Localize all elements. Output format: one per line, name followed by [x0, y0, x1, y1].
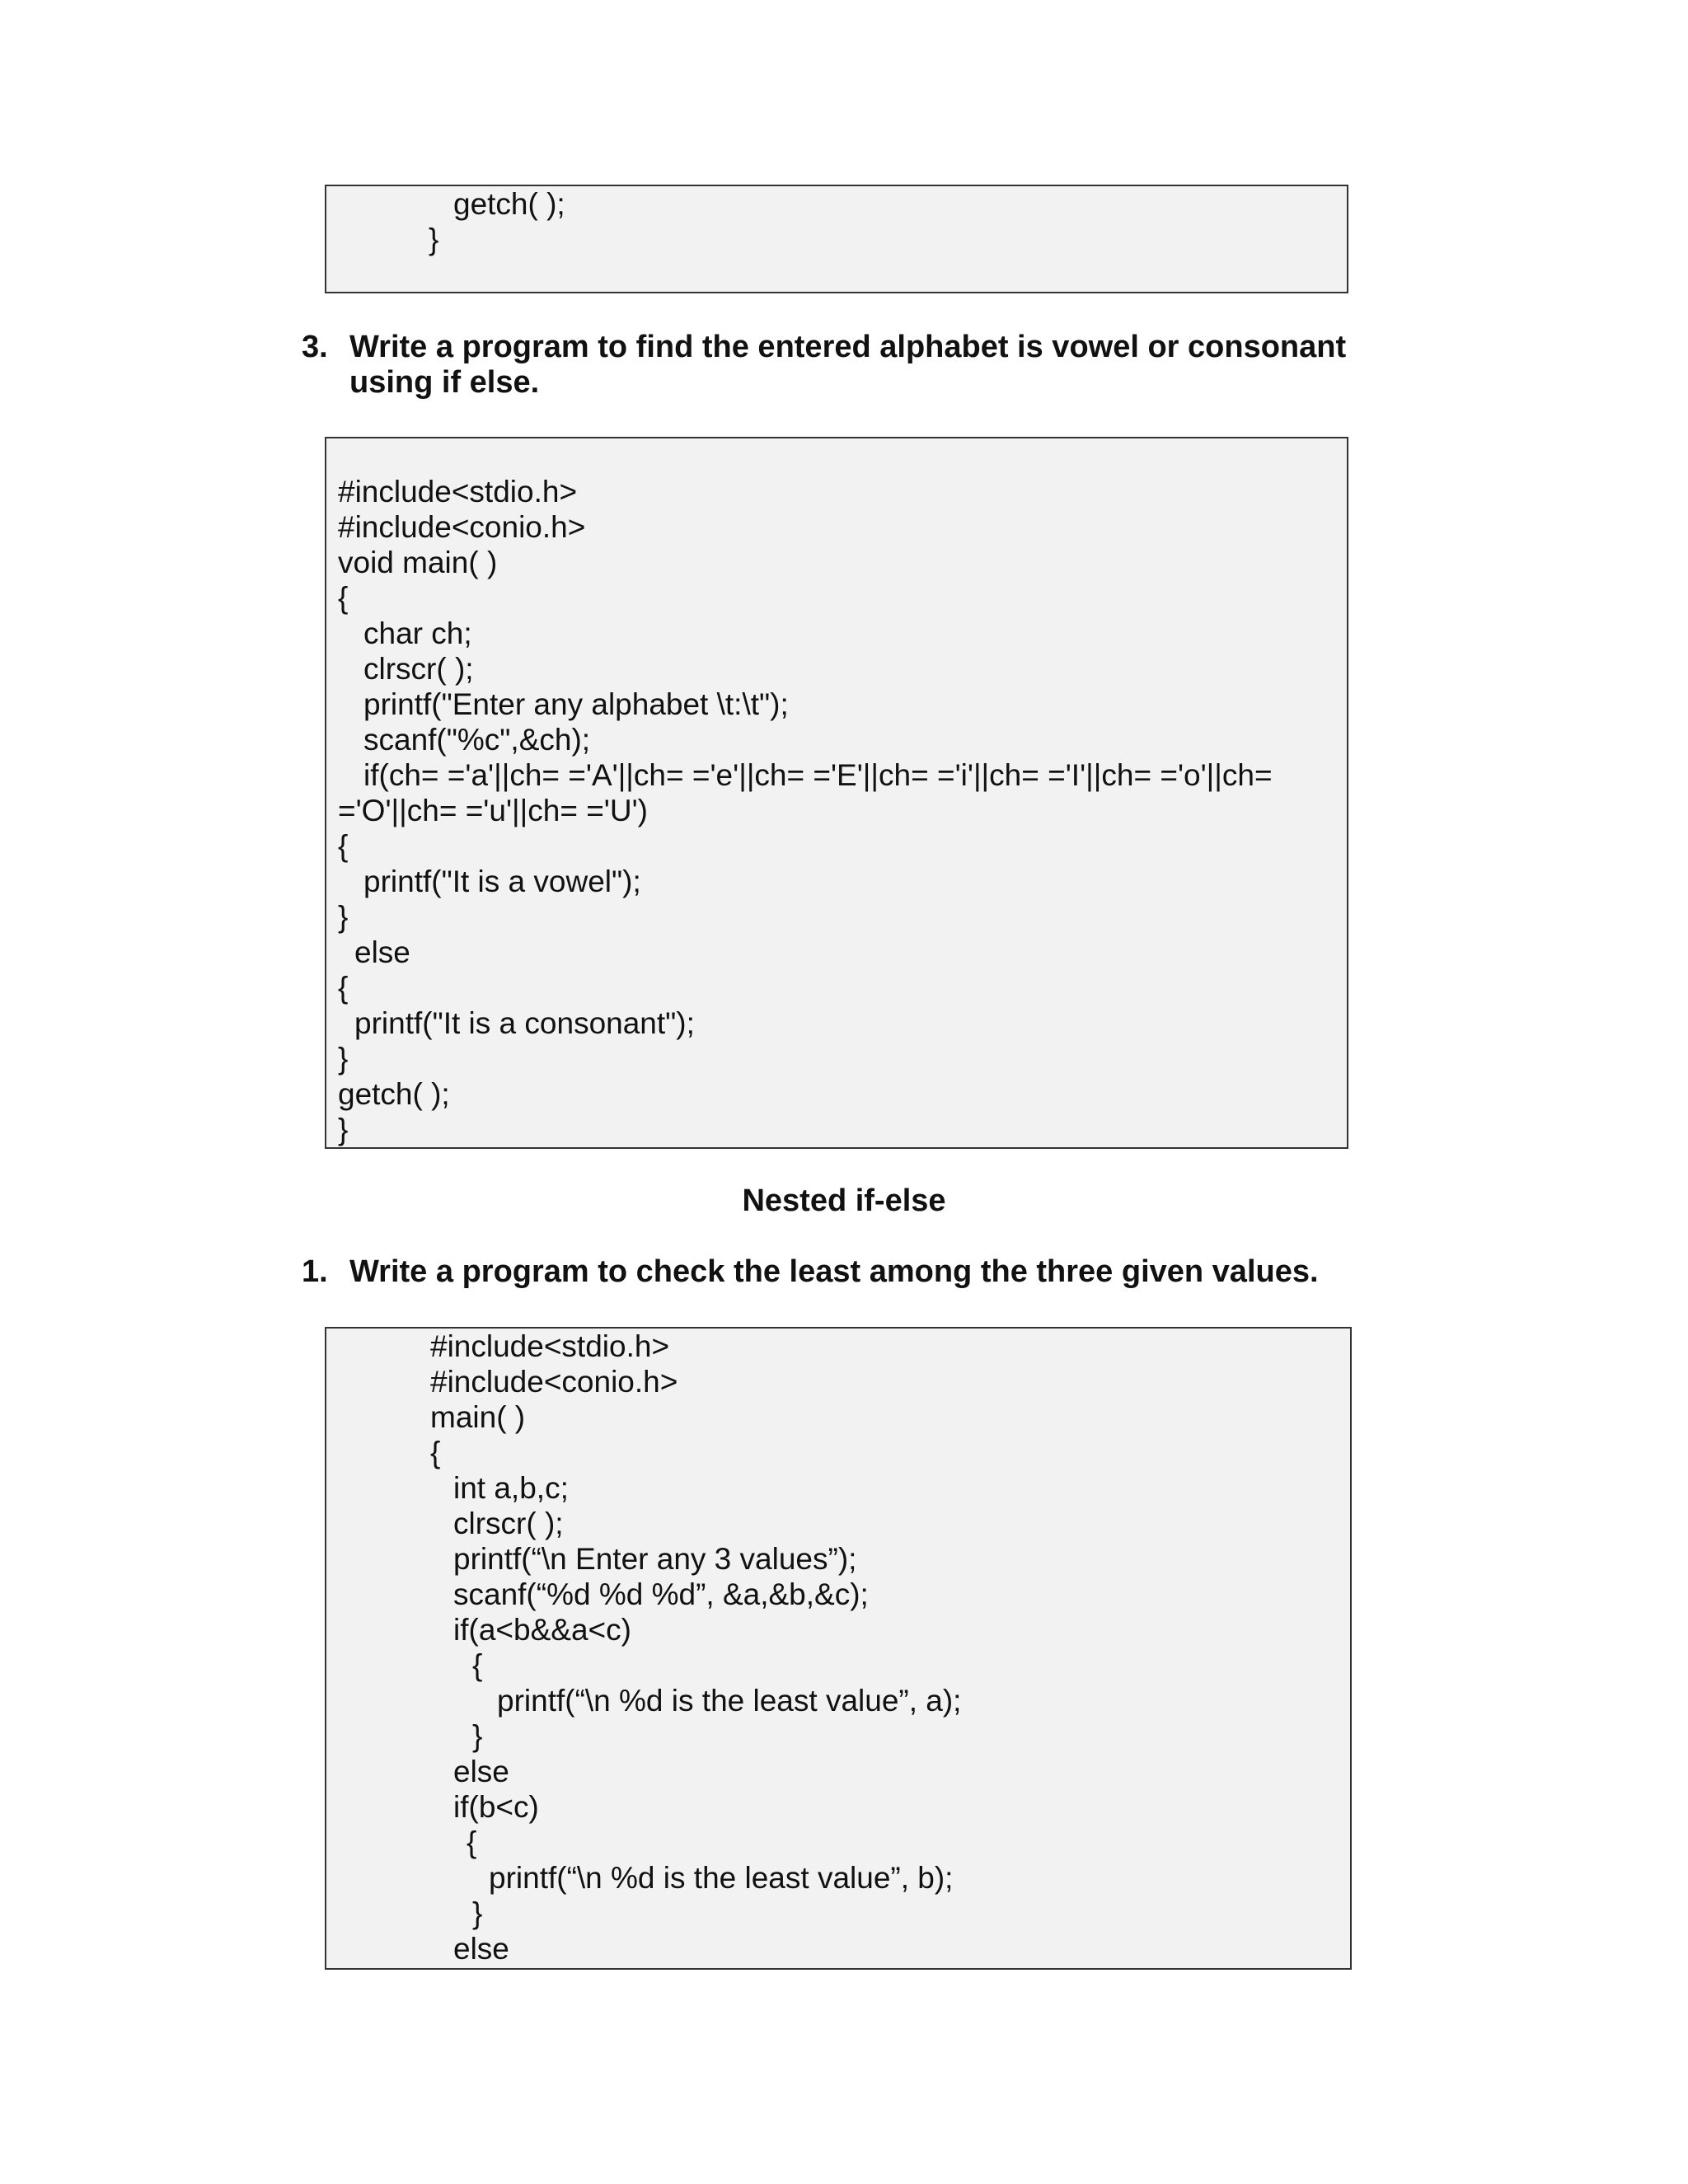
- code-line: printf(“\n %d is the least value”, b);: [489, 1861, 954, 1895]
- code-line: scanf(“%d %d %d”, &a,&b,&c);: [453, 1577, 869, 1611]
- code-line: getch( );: [338, 1077, 450, 1111]
- code-line: #include<conio.h>: [338, 510, 586, 544]
- code-line: clrscr( );: [453, 1507, 564, 1540]
- code-line: char ch;: [363, 616, 472, 650]
- question-text: Write a program to find the entered alphabet is vowel or consonant: [349, 330, 1347, 364]
- code-line: }: [338, 1042, 349, 1076]
- code-line: {: [338, 971, 349, 1005]
- code-line: else: [453, 1755, 509, 1788]
- code-line: else: [354, 935, 410, 969]
- code-line: printf(“\n %d is the least value”, a);: [497, 1684, 962, 1718]
- question-text: Write a program to check the least among the three given values.: [349, 1254, 1319, 1289]
- code-line: int a,b,c;: [453, 1471, 569, 1505]
- code-line: }: [338, 1113, 349, 1146]
- question-number: 1.: [302, 1254, 328, 1289]
- code-line: ='O'||ch= ='u'||ch= ='U'): [338, 794, 648, 827]
- code-line: else: [453, 1932, 509, 1966]
- code-line: printf("It is a vowel");: [363, 865, 641, 898]
- question-number: 3.: [302, 330, 328, 364]
- code-line: clrscr( );: [363, 652, 474, 686]
- code-line: #include<stdio.h>: [430, 1329, 670, 1363]
- code-line: }: [429, 223, 439, 256]
- code-line: main( ): [430, 1400, 526, 1434]
- code-line: if(b<c): [453, 1790, 539, 1824]
- question-text-continued: using if else.: [349, 365, 540, 400]
- code-line: #include<conio.h>: [430, 1365, 678, 1399]
- code-line: }: [338, 900, 349, 934]
- section-title: Nested if-else: [742, 1183, 946, 1218]
- code-line: getch( );: [453, 187, 565, 221]
- code-line: {: [338, 581, 349, 615]
- code-line: printf("Enter any alphabet \t:\t");: [363, 687, 789, 721]
- code-line: }: [472, 1896, 483, 1930]
- code-line: {: [338, 829, 349, 863]
- code-line: scanf("%c",&ch);: [363, 723, 591, 757]
- code-line: printf("It is a consonant");: [354, 1006, 695, 1040]
- code-line: {: [467, 1825, 477, 1859]
- code-line: #include<stdio.h>: [338, 475, 578, 509]
- code-line: {: [472, 1648, 483, 1682]
- code-line: if(ch= ='a'||ch= ='A'||ch= ='e'||ch= ='E'||ch= ='i'||ch= ='I'||ch= ='o'||ch=: [363, 758, 1273, 792]
- code-line: printf(“\n Enter any 3 values”);: [453, 1542, 857, 1576]
- code-line: {: [430, 1436, 441, 1469]
- code-line: void main( ): [338, 546, 498, 579]
- code-line: if(a<b&&a<c): [453, 1613, 631, 1647]
- code-line: }: [472, 1719, 483, 1753]
